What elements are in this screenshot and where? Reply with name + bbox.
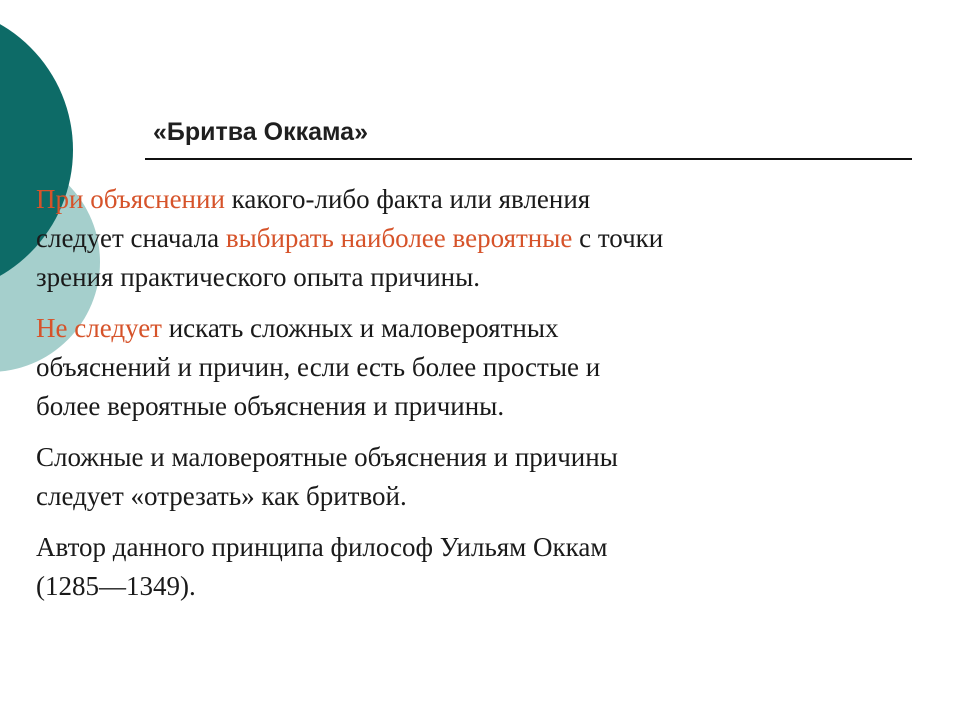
slide-body bbox=[36, 180, 826, 618]
body-text: (1285—1349). bbox=[36, 571, 196, 601]
body-text: более вероятные объяснения и причины. bbox=[36, 391, 505, 421]
body-text: Автор данного принципа философ Уильям Оккам bbox=[36, 532, 608, 562]
paragraph-1 bbox=[36, 180, 826, 297]
body-text: следует сначала bbox=[36, 223, 226, 253]
highlighted-text: Не следует bbox=[36, 313, 162, 343]
title-divider bbox=[145, 158, 912, 160]
body-text: следует «отрезать» как бритвой. bbox=[36, 481, 407, 511]
body-text: зрения практического опыта причины. bbox=[36, 262, 480, 292]
body-text: какого-либо факта или явления bbox=[224, 184, 591, 214]
highlighted-text: При объяснении bbox=[36, 184, 225, 214]
paragraph-2 bbox=[36, 309, 826, 426]
body-text: Сложные и маловероятные объяснения и причины bbox=[36, 442, 618, 472]
body-text: объяснений и причин, если есть более простые и bbox=[36, 352, 601, 382]
paragraph-3 bbox=[36, 438, 826, 516]
body-text: с точки bbox=[572, 223, 664, 253]
paragraph-4 bbox=[36, 528, 826, 606]
slide-title: «Бритва Оккама» bbox=[153, 118, 368, 146]
highlighted-text: выбирать наиболее вероятные bbox=[225, 223, 573, 253]
body-text: искать сложных и маловероятных bbox=[161, 313, 559, 343]
